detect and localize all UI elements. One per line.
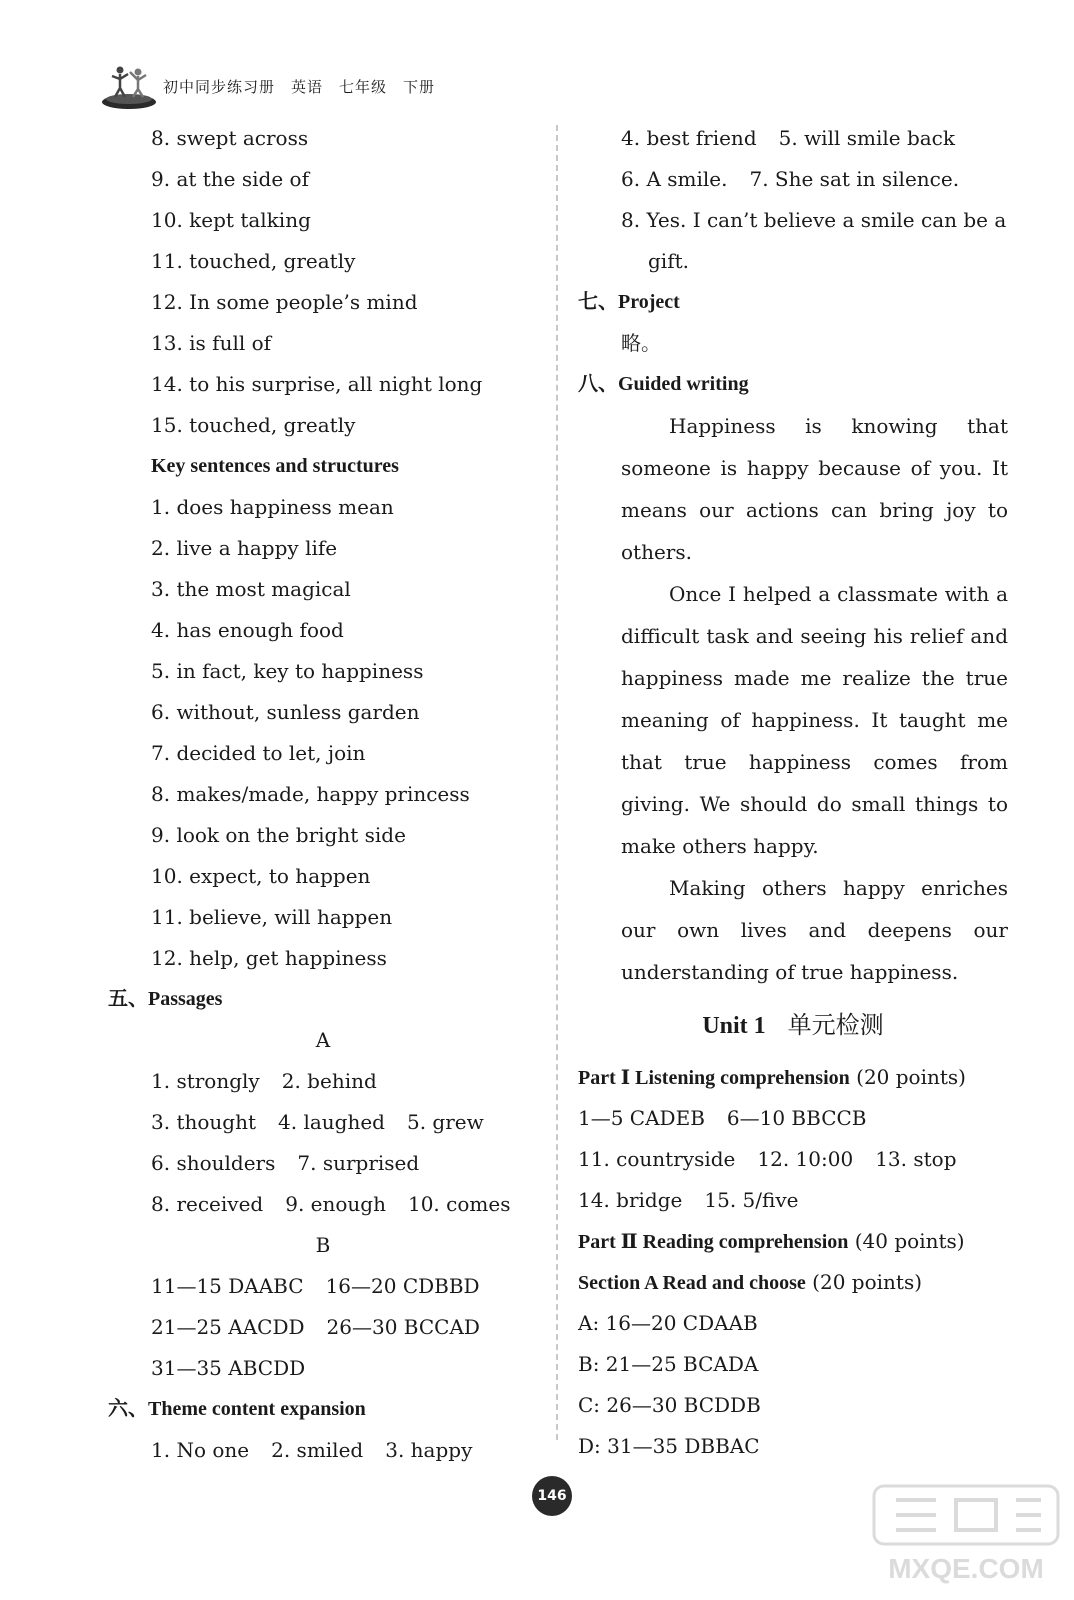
part-title: Part Ⅰ Listening comprehension (578, 1067, 850, 1089)
answer-line (108, 1184, 538, 1225)
answer-item: 11—15 DAABC (151, 1274, 304, 1298)
essay-paragraph: Making others happy enriches our own lives and deepens our understanding of true happiness. (621, 876, 1008, 984)
section-heading-guided-writing: 八、Guided writing (578, 373, 749, 395)
answer-item: 4. laughed (278, 1110, 385, 1134)
answer-item: 26—30 BCCAD (326, 1315, 480, 1339)
section-points: (20 points) (812, 1270, 923, 1294)
answer-item: 14. bridge (578, 1188, 683, 1212)
answer-line: 9. at the side of (151, 167, 309, 191)
answer-item: 4. best friend (621, 126, 757, 150)
project-answer: 略。 (621, 331, 661, 355)
answer-line (108, 1348, 538, 1389)
answer-line: C: 26—30 BCDDB (578, 1393, 761, 1417)
answer-line (578, 1098, 1008, 1139)
book-grade: 七年级 (339, 78, 388, 96)
column-divider (556, 125, 558, 1440)
answer-item: 7. She sat in silence. (749, 167, 960, 191)
answer-line: 8. makes/made, happy princess (151, 782, 470, 806)
section-heading-theme: 六、Theme content expansion (108, 1398, 366, 1420)
answer-line: 8. swept across (151, 126, 309, 150)
answer-item: 8. received (151, 1192, 264, 1216)
book-logo-icon (100, 62, 158, 110)
answer-item: 13. stop (875, 1147, 957, 1171)
book-volume: 下册 (403, 78, 436, 96)
answer-line: 9. look on the bright side (151, 823, 406, 847)
right-column (578, 118, 1008, 1467)
answer-item: 31—35 ABCDD (151, 1356, 306, 1380)
part-title: Part Ⅱ Reading comprehension (578, 1231, 849, 1253)
unit-label: Unit 1 (702, 1013, 766, 1039)
answer-item: 7. surprised (297, 1151, 420, 1175)
page-number: 146 (532, 1476, 572, 1516)
answer-line: 10. kept talking (151, 208, 311, 232)
answer-line (108, 1266, 538, 1307)
answer-line: 7. decided to let, join (151, 741, 366, 765)
book-subject: 英语 (291, 78, 324, 96)
answer-line (108, 1061, 538, 1102)
answer-item: 6. A smile. (621, 167, 728, 191)
answer-item: 6—10 BBCCB (726, 1106, 867, 1130)
essay-paragraph: Happiness is knowing that someone is happy because of you. It means our actions can bring joy to others. (621, 414, 1008, 564)
section-heading (578, 1262, 1008, 1303)
part-points: (40 points) (854, 1229, 965, 1253)
answer-line (108, 1102, 538, 1143)
answer-line: D: 31—35 DBBAC (578, 1434, 760, 1458)
unit-test-title (578, 993, 1008, 1057)
answer-line: 6. without, sunless garden (151, 700, 420, 724)
answer-item: 10. comes (407, 1192, 511, 1216)
answer-item: 2. smiled (271, 1438, 364, 1462)
book-series: 初中同步练习册 (163, 78, 276, 96)
section-heading-project: 七、Project (578, 291, 680, 313)
essay-paragraph: Once I helped a classmate with a difficult task and seeing his relief and happiness made me realize the true meaning of happiness. It taught me that true happiness comes from giving. We should do small things to make others happy. (621, 582, 1008, 858)
answer-item: 15. 5/five (704, 1188, 799, 1212)
part-heading (578, 1057, 1008, 1098)
answer-line: 11. touched, greatly (151, 249, 356, 273)
answer-item: 11. countryside (578, 1147, 736, 1171)
answer-line: 10. expect, to happen (151, 864, 371, 888)
left-column (108, 118, 538, 1471)
passage-label-b: B (315, 1233, 331, 1257)
answer-line: 11. believe, will happen (151, 905, 393, 929)
answer-item: 1. No one (151, 1438, 250, 1462)
answer-line: 12. help, get happiness (151, 946, 387, 970)
answer-item: 6. shoulders (151, 1151, 276, 1175)
answer-item: 16—20 CDBBD (325, 1274, 480, 1298)
watermark-text: MXQE.COM (888, 1553, 1044, 1584)
answer-item: 3. thought (151, 1110, 256, 1134)
answer-line (108, 1430, 538, 1471)
answer-item: 21—25 AACDD (151, 1315, 305, 1339)
section-title: Section A Read and choose (578, 1272, 806, 1294)
answer-line (578, 1180, 1008, 1221)
answer-line: 14. to his surprise, all night long (151, 372, 483, 396)
part-heading (578, 1221, 1008, 1262)
answer-line: 13. is full of (151, 331, 272, 355)
part-points: (20 points) (856, 1065, 966, 1089)
answer-item: 12. 10:00 (757, 1147, 854, 1171)
book-title (163, 76, 451, 97)
answer-item: 3. happy (385, 1438, 473, 1462)
answer-item: 1—5 CADEB (578, 1106, 705, 1130)
section-heading-key-sentences: Key sentences and structures (151, 455, 399, 477)
answer-item: 2. behind (281, 1069, 377, 1093)
answer-line: 1. does happiness mean (151, 495, 394, 519)
answer-line (108, 1307, 538, 1348)
unit-test-label: 单元检测 (787, 1011, 884, 1039)
passage-label-a: A (315, 1028, 331, 1052)
answer-line: gift. (648, 249, 689, 273)
section-heading-passages: 五、Passages (108, 988, 223, 1010)
answer-line (578, 1139, 1008, 1180)
answer-line: 3. the most magical (151, 577, 351, 601)
answer-line: 5. in fact, key to happiness (151, 659, 424, 683)
answer-item: 1. strongly (151, 1069, 260, 1093)
answer-line (108, 1143, 538, 1184)
answer-line: B: 21—25 BCADA (578, 1352, 759, 1376)
answer-line (578, 159, 1008, 200)
answer-line: 15. touched, greatly (151, 413, 356, 437)
answer-item: 9. enough (285, 1192, 386, 1216)
watermark-logo-icon (866, 1480, 1066, 1590)
answer-item: 5. will smile back (778, 126, 955, 150)
answer-line: A: 16—20 CDAAB (578, 1311, 758, 1335)
answer-line: 2. live a happy life (151, 536, 338, 560)
answer-line (578, 118, 1008, 159)
answer-line: 12. In some people’s mind (151, 290, 418, 314)
answer-line: 8. Yes. I can’t believe a smile can be a (621, 208, 1007, 232)
answer-item: 5. grew (406, 1110, 484, 1134)
answer-line: 4. has enough food (151, 618, 344, 642)
page-header (100, 62, 520, 112)
